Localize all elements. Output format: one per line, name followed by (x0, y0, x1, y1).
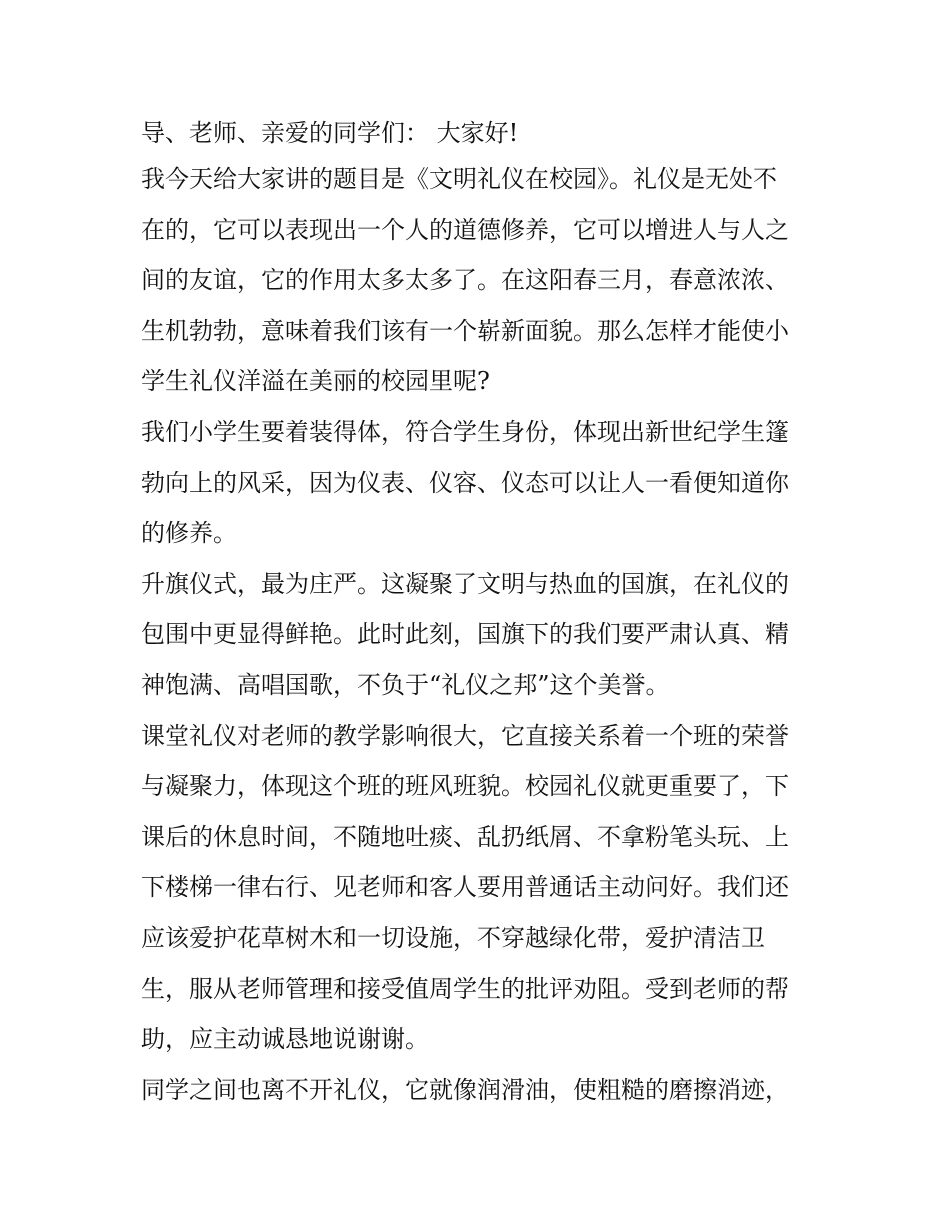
greeting-line: 导、老师、亲爱的同学们： 大家好! (141, 119, 519, 147)
text-line: 包围中更显得鲜艳。此时此刻，国旗下的我们要严肃认真、精 (141, 620, 789, 649)
text-line: 学生礼仪洋溢在美丽的校园里呢? (141, 367, 490, 396)
text-line: 下楼梯一律右行、见老师和客人要用普通话主动问好。我们还 (141, 873, 789, 902)
text-line: 同学之间也离不开礼仪，它就像润滑油，使粗糙的磨擦消迹， (141, 1075, 789, 1104)
text-line: 升旗仪式，最为庄严。这凝聚了文明与热血的国旗，在礼仪的 (141, 569, 789, 598)
text-line: 与凝聚力，体现这个班的班风班貌。校园礼仪就更重要了，下 (141, 772, 789, 801)
text-line: 间的友谊，它的作用太多太多了。在这阳春三月，春意浓浓、 (141, 266, 789, 295)
text-line: 助，应主动诚恳地说谢谢。 (141, 1025, 429, 1054)
speech-text-body (141, 112, 813, 1115)
text-line: 勃向上的风采，因为仪表、仪容、仪态可以让人一看便知道你 (141, 468, 789, 497)
text-line: 课堂礼仪对老师的教学影响很大，它直接关系着一个班的荣誉 (141, 721, 789, 750)
text-line: 的修养。 (141, 519, 237, 548)
text-line: 我今天给大家讲的题目是《文明礼仪在校园》。礼仪是无处不 (141, 165, 777, 193)
text-line: 我们小学生要着装得体，符合学生身份，体现出新世纪学生篷 (141, 417, 789, 446)
text-line: 生，服从老师管理和接受值周学生的批评劝阻。受到老师的帮 (141, 974, 789, 1003)
text-line: 课后的休息时间，不随地吐痰、乱扔纸屑、不拿粉笔头玩、上 (141, 822, 789, 851)
text-line: 应该爱护花草树木和一切设施，不穿越绿化带，爱护清洁卫 (141, 923, 765, 952)
text-line: 生机勃勃，意味着我们该有一个崭新面貌。那么怎样才能使小 (141, 316, 789, 345)
text-line: 神饱满、高唱国歌，不负于“礼仪之邦”这个美誉。 (141, 670, 670, 699)
text-line: 在的，它可以表现出一个人的道德修养，它可以增进人与人之 (141, 215, 789, 244)
